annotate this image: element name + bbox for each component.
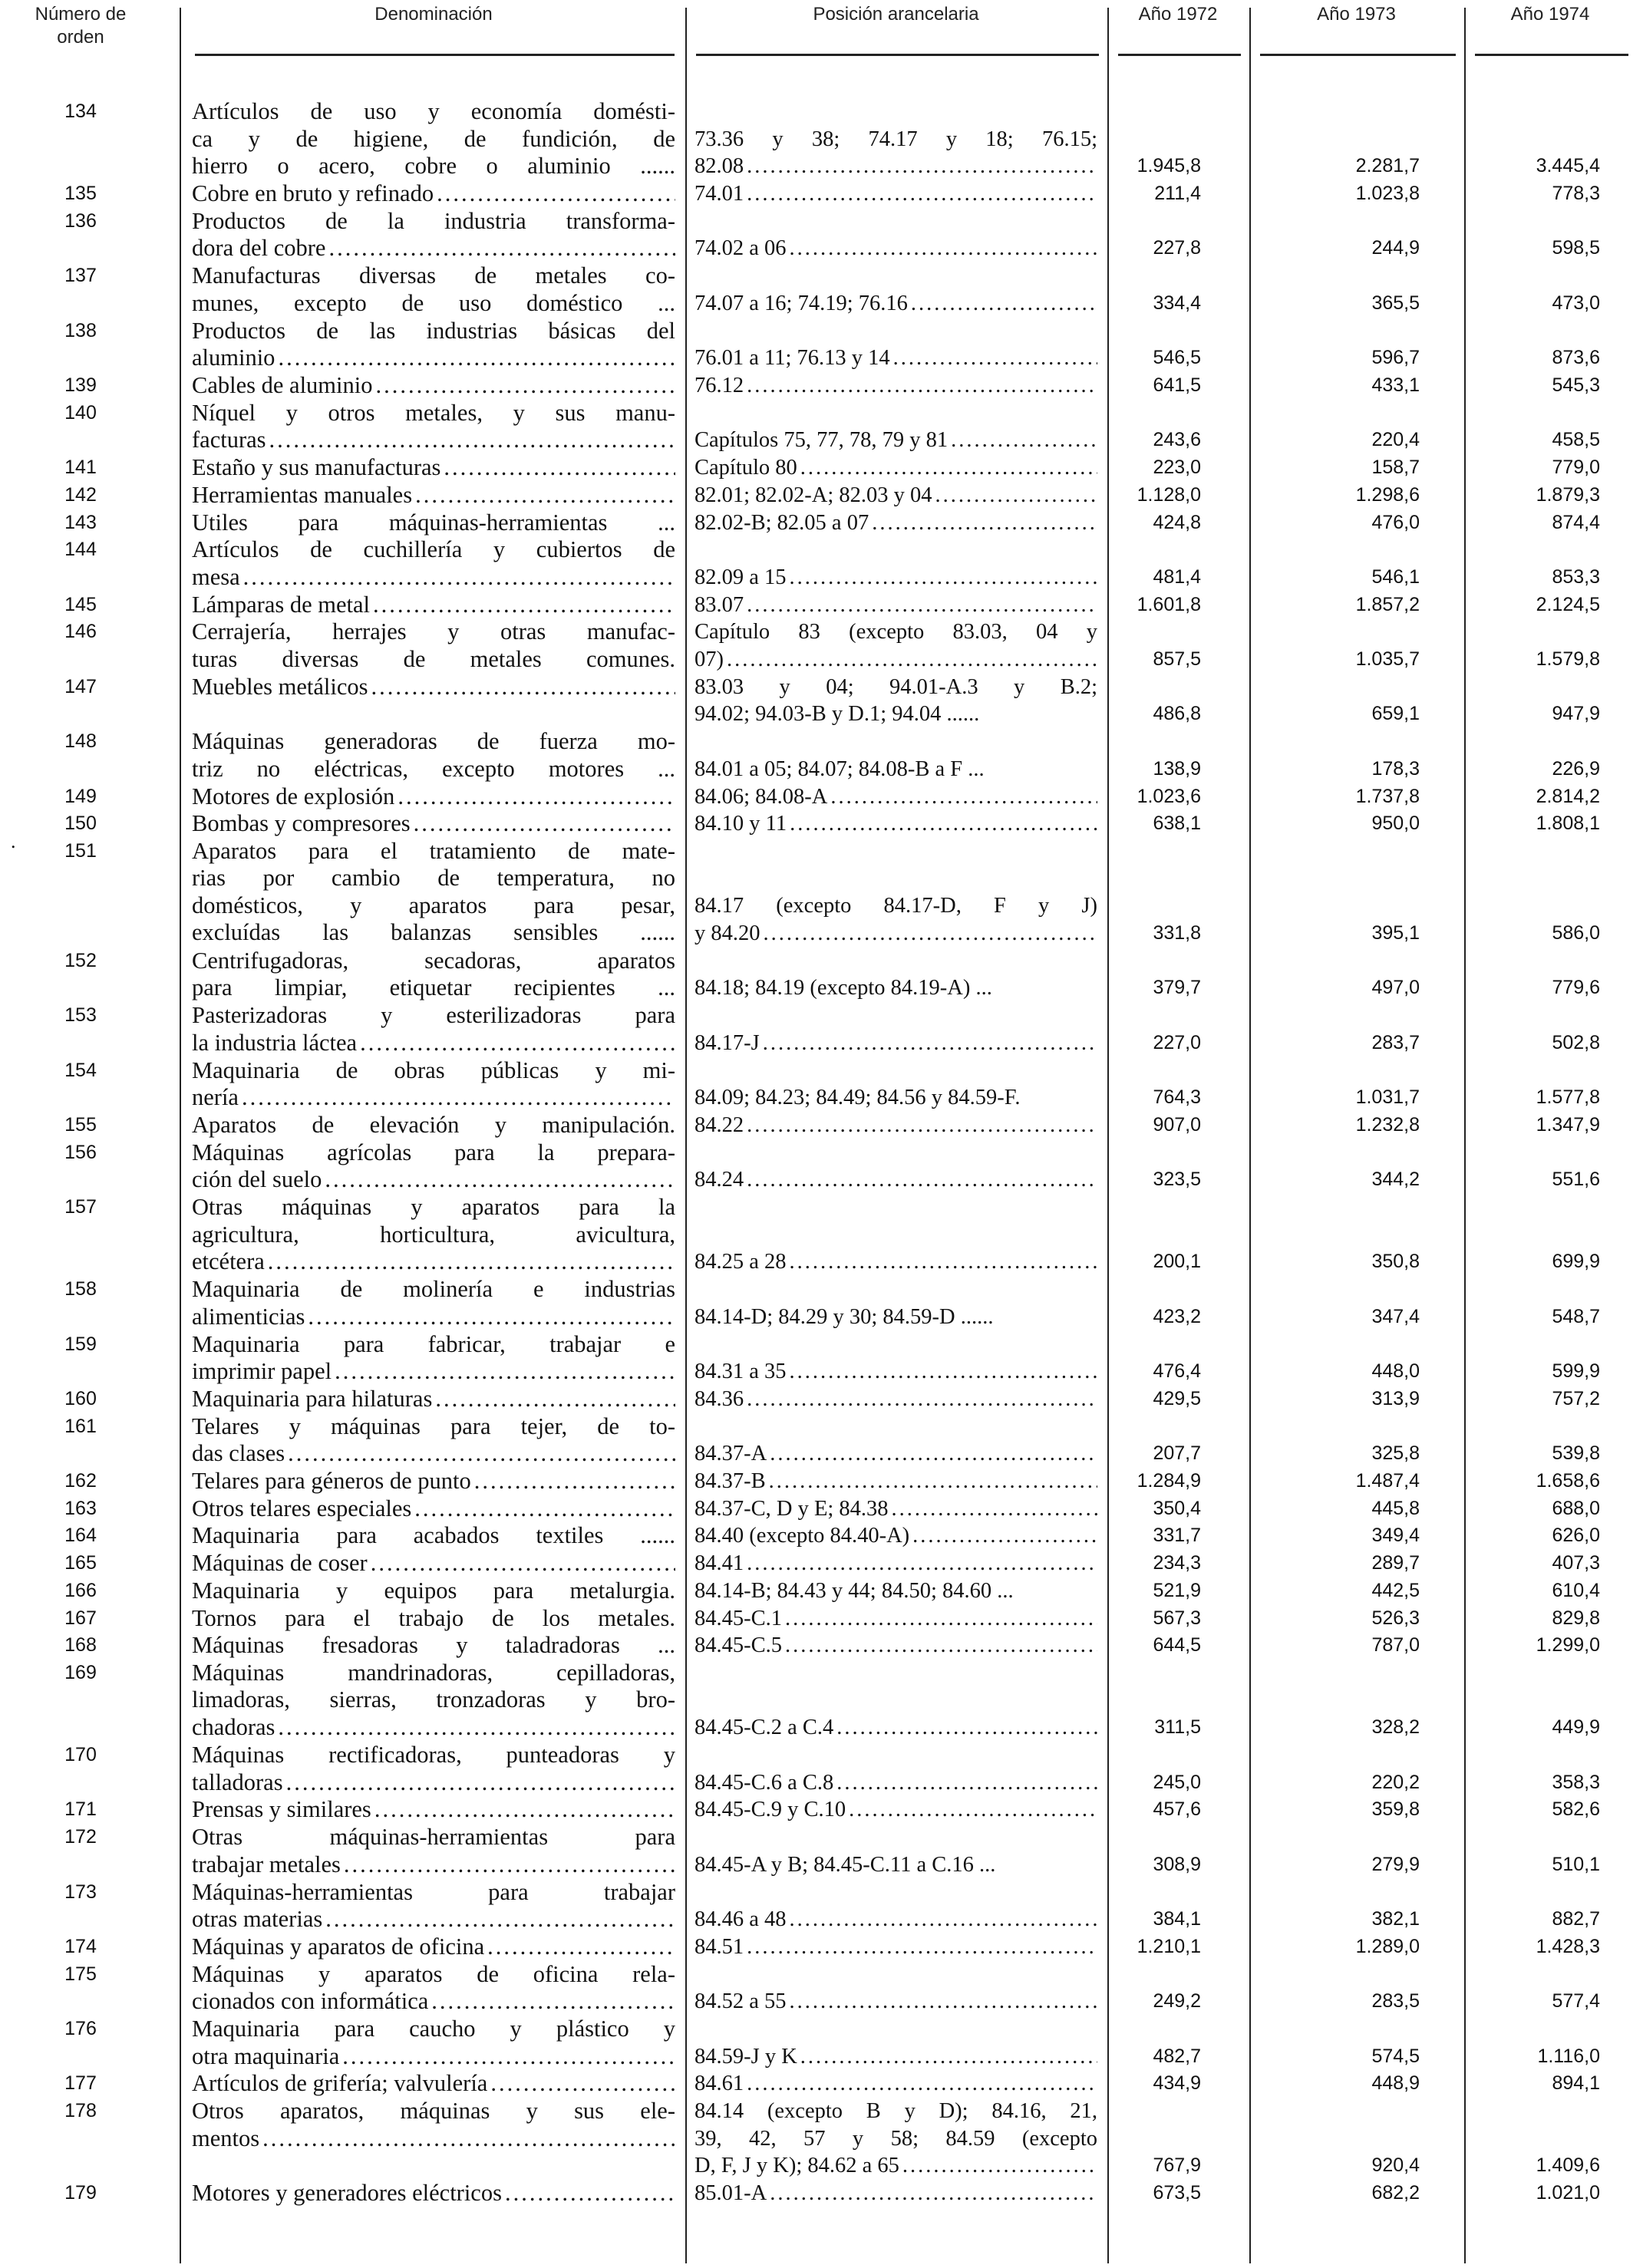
value-1974: 2.124,5: [1536, 593, 1600, 615]
value-1974: 1.428,3: [1536, 1935, 1600, 1957]
value-1972: 1.601,8: [1137, 593, 1201, 615]
posicion-cell: 84.22 .....: [694, 1112, 1097, 1139]
value-1973: 283,7: [1371, 1031, 1420, 1053]
denominacion-cell: Lámparas de metal .....: [192, 592, 675, 619]
posicion-cell: 84.18; 84.19 (excepto 84.19-A) ...: [694, 976, 992, 1000]
value-1973: 328,2: [1371, 1716, 1420, 1739]
order-number: 153: [64, 1004, 97, 1027]
denominacion-cell: Otras máquinas-herramientas para trabajar metales .....: [192, 1824, 675, 1878]
value-1972: 1.128,0: [1137, 483, 1201, 506]
value-1973: 347,4: [1371, 1305, 1420, 1327]
posicion-cell: 84.46 a 48 .....: [694, 1906, 1097, 1933]
value-1973: 1.031,7: [1355, 1086, 1420, 1109]
value-1974: 548,7: [1552, 1305, 1600, 1327]
value-1972: 1.945,8: [1137, 155, 1201, 177]
value-1973: 349,4: [1371, 1525, 1420, 1547]
value-1973: 445,8: [1371, 1497, 1420, 1519]
posicion-cell: 84.45-C.2 a C.4 .....: [694, 1714, 1097, 1742]
value-1973: 920,4: [1371, 2154, 1420, 2177]
value-1974: 1.879,3: [1536, 483, 1600, 506]
value-1973: 442,5: [1371, 1579, 1420, 1601]
posicion-cell: 84.37-B .....: [694, 1468, 1097, 1495]
posicion-cell: 84.45-A y B; 84.45-C.11 a C.16 ...: [694, 1852, 996, 1877]
value-1974: 226,9: [1552, 757, 1600, 780]
posicion-cell: Capítulos 75, 77, 78, 79 y 81 .....: [694, 427, 1097, 454]
value-1974: 1.579,8: [1536, 648, 1600, 670]
value-1973: 596,7: [1371, 347, 1420, 369]
posicion-cell: 84.09; 84.23; 84.49; 84.56 y 84.59-F.: [694, 1086, 1021, 1110]
order-number: 164: [64, 1525, 97, 1547]
value-1972: 481,4: [1153, 565, 1201, 588]
order-number: 137: [64, 265, 97, 287]
value-1972: 546,5: [1153, 347, 1201, 369]
posicion-cell: 84.14-B; 84.43 y 44; 84.50; 84.60 ...: [694, 1578, 1014, 1603]
value-1973: 526,3: [1371, 1607, 1420, 1629]
value-1972: 764,3: [1153, 1086, 1201, 1109]
order-number: 138: [64, 319, 97, 341]
denominacion-cell: Níquel y otros metales, y sus manu- facturas .....: [192, 400, 675, 454]
order-number: 143: [64, 511, 97, 533]
order-number: 158: [64, 1278, 97, 1300]
posicion-cell: 84.45-C.1 .....: [694, 1605, 1097, 1633]
value-1972: 1.284,9: [1137, 1470, 1201, 1492]
denominacion-cell: Maquinaria de obras públicas y mi- nería .....: [192, 1057, 675, 1112]
value-1973: 279,9: [1371, 1853, 1420, 1875]
posicion-cell: 84.36 .....: [694, 1386, 1097, 1413]
denominacion-cell: Productos de la industria transforma- dora del cobre .....: [192, 208, 675, 262]
denominacion-cell: Muebles metálicos .....: [192, 674, 675, 701]
value-1972: 521,9: [1153, 1579, 1201, 1601]
posicion-cell: 83.03 y 04; 94.01-A.3 y B.2; 94.02; 94.03-B y D.1; 94.04 ......: [694, 674, 1097, 727]
value-1974: 894,1: [1552, 2072, 1600, 2095]
value-1973: 950,0: [1371, 813, 1420, 835]
posicion-cell: 82.01; 82.02-A; 82.03 y 04 .....: [694, 482, 1097, 509]
order-number: 156: [64, 1141, 97, 1163]
value-1972: 249,2: [1153, 1990, 1201, 2013]
denominacion-cell: Telares para géneros de punto .....: [192, 1468, 675, 1495]
posicion-cell: 76.01 a 11; 76.13 y 14 .....: [694, 344, 1097, 372]
denominacion-cell: Otros telares especiales .....: [192, 1495, 675, 1523]
value-1972: 482,7: [1153, 2045, 1201, 2067]
value-1973: 178,3: [1371, 757, 1420, 780]
value-1974: 502,8: [1552, 1031, 1600, 1053]
denominacion-cell: Otros aparatos, máquinas y sus ele- mentos .....: [192, 2098, 675, 2152]
value-1974: 1.116,0: [1537, 2045, 1600, 2067]
order-number: 172: [64, 1826, 97, 1848]
denominacion-cell: Máquinas-herramientas para trabajar otras materias .....: [192, 1879, 675, 1933]
value-1973: 382,1: [1371, 1908, 1420, 1930]
order-number: 160: [64, 1387, 97, 1409]
header-numero-orden: Número de orden: [35, 4, 127, 48]
denominacion-cell: Tornos para el trabajo de los metales.: [192, 1604, 675, 1631]
value-1972: 907,0: [1153, 1113, 1201, 1136]
denominacion-cell: Utiles para máquinas-herramientas ...: [192, 509, 675, 536]
value-1972: 638,1: [1153, 813, 1201, 835]
value-1972: 1.023,6: [1137, 785, 1201, 807]
value-1973: 325,8: [1371, 1442, 1420, 1465]
value-1973: 344,2: [1371, 1169, 1420, 1191]
value-1973: 1.298,6: [1355, 483, 1420, 506]
value-1974: 473,0: [1552, 292, 1600, 314]
header-year-1972: Año 1972: [1138, 4, 1218, 25]
order-number: 174: [64, 1935, 97, 1957]
posicion-cell: 84.14 (excepto B y D); 84.16, 21, 39, 42, 57 y 58; 84.59 (excepto D, F, J y K); 84.62 a 65 .....: [694, 2098, 1097, 2180]
denominacion-cell: Bombas y compresores .....: [192, 810, 675, 838]
value-1973: 220,2: [1371, 1771, 1420, 1793]
denominacion-cell: Artículos de uso y economía domésti- ca y de higiene, de fundición, de hierro o acero, cobre o aluminio ......: [192, 98, 675, 179]
value-1972: 223,0: [1153, 457, 1201, 479]
value-1974: 757,2: [1552, 1387, 1600, 1409]
posicion-cell: 84.25 a 28 .....: [694, 1248, 1097, 1276]
posicion-cell: 84.31 a 35 .....: [694, 1358, 1097, 1386]
value-1974: 582,6: [1552, 1798, 1600, 1821]
order-number: 167: [64, 1607, 97, 1629]
order-number: 175: [64, 1963, 97, 1985]
posicion-cell: 82.02-B; 82.05 a 07 .....: [694, 509, 1097, 537]
denominacion-cell: Aparatos de elevación y manipulación.: [192, 1111, 675, 1138]
header-year-1973: Año 1973: [1317, 4, 1396, 25]
order-number: 145: [64, 593, 97, 615]
denominacion-cell: Máquinas y aparatos de oficina .....: [192, 1933, 675, 1961]
value-1974: 1.808,1: [1536, 813, 1600, 835]
value-1974: 551,6: [1552, 1169, 1600, 1191]
posicion-cell: 73.36 y 38; 74.17 y 18; 76.15; 82.08 .....: [694, 126, 1097, 180]
value-1974: 873,6: [1552, 347, 1600, 369]
posicion-cell: 84.45-C.5 .....: [694, 1632, 1097, 1660]
value-1972: 673,5: [1153, 2182, 1201, 2204]
denominacion-cell: Pasterizadoras y esterilizadoras para la industria láctea .....: [192, 1002, 675, 1057]
value-1974: 882,7: [1552, 1908, 1600, 1930]
header-rule: [1118, 54, 1241, 56]
denominacion-cell: Maquinaria de molinería e industrias alimenticias .....: [192, 1276, 675, 1330]
value-1974: 610,4: [1552, 1579, 1600, 1601]
denominacion-cell: Máquinas agrícolas para la prepara- ción del suelo .....: [192, 1139, 675, 1194]
order-number: 170: [64, 1744, 97, 1765]
posicion-cell: 84.17 (excepto 84.17-D, F y J) y 84.20 .....: [694, 892, 1097, 947]
value-1974: 874,4: [1552, 511, 1600, 533]
value-1972: 308,9: [1153, 1853, 1201, 1875]
value-1973: 682,2: [1371, 2182, 1420, 2204]
order-number: 146: [64, 621, 97, 643]
value-1972: 424,8: [1153, 511, 1201, 533]
value-1973: 448,0: [1371, 1360, 1420, 1383]
value-1973: 220,4: [1371, 429, 1420, 451]
value-1972: 331,7: [1153, 1525, 1201, 1547]
denominacion-cell: Maquinaria para caucho y plástico y otra maquinaria .....: [192, 2016, 675, 2070]
posicion-cell: Capítulo 83 (excepto 83.03, 04 y 07) .....: [694, 618, 1097, 673]
value-1974: 626,0: [1552, 1525, 1600, 1547]
value-1972: 138,9: [1153, 757, 1201, 780]
order-number: 169: [64, 1661, 97, 1683]
value-1972: 211,4: [1154, 183, 1201, 205]
value-1973: 1.232,8: [1355, 1113, 1420, 1136]
value-1972: 200,1: [1153, 1251, 1201, 1273]
value-1972: 567,3: [1153, 1607, 1201, 1629]
value-1973: 289,7: [1371, 1552, 1420, 1574]
denominacion-cell: Cerrajería, herrajes y otras manufac- turas diversas de metales comunes.: [192, 618, 675, 672]
denominacion-cell: Centrifugadoras, secadoras, aparatos para limpiar, etiquetar recipientes ...: [192, 947, 675, 1001]
value-1972: 207,7: [1153, 1442, 1201, 1465]
value-1974: 699,9: [1552, 1251, 1600, 1273]
order-number: 155: [64, 1113, 97, 1136]
value-1973: 1.289,0: [1355, 1935, 1420, 1957]
order-number: 151: [64, 839, 97, 862]
posicion-cell: 84.17-J .....: [694, 1030, 1097, 1057]
posicion-cell: 83.07 .....: [694, 592, 1097, 619]
denominacion-cell: Maquinaria para acabados textiles ......: [192, 1522, 675, 1549]
value-1972: 457,6: [1153, 1798, 1201, 1821]
denominacion-cell: Cobre en bruto y refinado .....: [192, 180, 675, 208]
value-1973: 359,8: [1371, 1798, 1420, 1821]
value-1974: 688,0: [1552, 1497, 1600, 1519]
value-1972: 423,2: [1153, 1305, 1201, 1327]
header-rule: [195, 54, 675, 56]
value-1973: 158,7: [1371, 457, 1420, 479]
column-rule: [685, 8, 687, 2263]
denominacion-cell: Otras máquinas y aparatos para la agricultura, horticultura, avicultura, etcétera .....: [192, 1194, 675, 1276]
value-1973: 313,9: [1371, 1387, 1420, 1409]
value-1974: 577,4: [1552, 1990, 1600, 2013]
value-1974: 1.658,6: [1536, 1470, 1600, 1492]
value-1974: 407,3: [1552, 1552, 1600, 1574]
denominacion-cell: Cables de aluminio .....: [192, 372, 675, 400]
posicion-cell: 84.41 .....: [694, 1550, 1097, 1577]
value-1972: 311,5: [1154, 1716, 1201, 1739]
posicion-cell: 85.01-A .....: [694, 2180, 1097, 2207]
order-number: 148: [64, 730, 97, 753]
posicion-cell: 84.37-A .....: [694, 1440, 1097, 1468]
value-1973: 433,1: [1371, 374, 1420, 396]
denominacion-cell: Productos de las industrias básicas del aluminio .....: [192, 318, 675, 372]
value-1972: 350,4: [1153, 1497, 1201, 1519]
order-number: 179: [64, 2182, 97, 2204]
value-1972: 429,5: [1153, 1387, 1201, 1409]
value-1972: 227,0: [1153, 1031, 1201, 1053]
value-1973: 476,0: [1371, 511, 1420, 533]
order-number: 135: [64, 183, 97, 205]
posicion-cell: 84.51 .....: [694, 1933, 1097, 1961]
order-number: 177: [64, 2072, 97, 2095]
header-rule: [696, 54, 1099, 56]
denominacion-cell: Herramientas manuales .....: [192, 482, 675, 509]
posicion-cell: 74.07 a 16; 74.19; 76.16 .....: [694, 290, 1097, 318]
value-1974: 510,1: [1552, 1853, 1600, 1875]
posicion-cell: 82.09 a 15 .....: [694, 564, 1097, 592]
order-number: 161: [64, 1415, 97, 1437]
denominacion-cell: Aparatos para el tratamiento de mate- rias por cambio de temperatura, no domésticos, y aparatos para pesar, excluídas las balanzas sensibles ......: [192, 837, 675, 946]
order-number: 166: [64, 1579, 97, 1601]
value-1972: 641,5: [1153, 374, 1201, 396]
value-1972: 644,5: [1153, 1634, 1201, 1656]
posicion-cell: 84.45-C.6 a C.8 .....: [694, 1769, 1097, 1797]
order-number: 152: [64, 949, 97, 971]
value-1972: 486,8: [1153, 703, 1201, 725]
value-1972: 323,5: [1153, 1169, 1201, 1191]
value-1973: 1.487,4: [1355, 1470, 1420, 1492]
value-1972: 476,4: [1153, 1360, 1201, 1383]
denominacion-cell: Máquinas de coser .....: [192, 1550, 675, 1577]
value-1972: 857,5: [1153, 648, 1201, 670]
order-number: 144: [64, 539, 97, 561]
posicion-cell: 84.61 .....: [694, 2070, 1097, 2098]
order-number: 176: [64, 2018, 97, 2039]
value-1972: 1.210,1: [1137, 1935, 1201, 1957]
denominacion-cell: Telares y máquinas para tejer, de to- das clases .....: [192, 1413, 675, 1468]
denominacion-cell: Máquinas y aparatos de oficina rela- cionados con informática .....: [192, 1961, 675, 2016]
value-1973: 1.035,7: [1355, 648, 1420, 670]
value-1973: 1.857,2: [1355, 593, 1420, 615]
posicion-cell: 74.01 .....: [694, 180, 1097, 208]
order-number: 173: [64, 1881, 97, 1903]
denominacion-cell: Artículos de cuchillería y cubiertos de mesa .....: [192, 536, 675, 591]
posicion-cell: 74.02 a 06 .....: [694, 235, 1097, 262]
value-1972: 379,7: [1153, 977, 1201, 999]
value-1973: 283,5: [1371, 1990, 1420, 2013]
value-1974: 458,5: [1552, 429, 1600, 451]
denominacion-cell: Motores de explosión .....: [192, 783, 675, 811]
value-1972: 434,9: [1153, 2072, 1201, 2095]
posicion-cell: 84.06; 84.08-A .....: [694, 783, 1097, 811]
value-1974: 598,5: [1552, 237, 1600, 259]
denominacion-cell: Máquinas mandrinadoras, cepilladoras, limadoras, sierras, tronzadoras y bro- chadoras .....: [192, 1660, 675, 1742]
order-number: 165: [64, 1552, 97, 1574]
posicion-cell: 84.01 a 05; 84.07; 84.08-B a F ...: [694, 757, 985, 781]
order-number: 142: [64, 483, 97, 506]
value-1973: 350,8: [1371, 1251, 1420, 1273]
value-1972: 227,8: [1153, 237, 1201, 259]
order-number: 150: [64, 813, 97, 835]
value-1974: 2.814,2: [1536, 785, 1600, 807]
value-1974: 449,9: [1552, 1716, 1600, 1739]
posicion-cell: 84.59-J y K .....: [694, 2043, 1097, 2071]
value-1973: 497,0: [1371, 977, 1420, 999]
order-number: 136: [64, 209, 97, 232]
denominacion-cell: Prensas y similares .....: [192, 1796, 675, 1824]
value-1974: 779,6: [1552, 977, 1600, 999]
document-page: Número de orden Denominación Posición arancelaria Año 1972 Año 1973 Año 1974 . 134 Artículos de uso y economía domésti- ca y de higiene, de fundición, de hierro o acero, cobre o aluminio ...... 73.36 y 38; 74.17 y 18; 76.15; 82.08 ..... 1.945,8 2.281,7 3.445,4 135 Cobre en bruto y refinado ..... 74.01 ..... 211,4 1.023,8 778,3 136 Productos de la industria transforma- dora del cobre ..... 74.02 a 06 ..... 227,8 244,9 598,5 137 Manufacturas diversas de metales co- munes, excepto de uso doméstico ... 74.07 a 16; 74.19; 76.16 ..... 334,4 365,5 473,0 138 Productos de las industrias básicas del aluminio ..... 76.01 a 11; 76.13 y 14 ..... 546,5 596,7 873,6 139 Cables de aluminio ..... 76.12 ..... 641,5 433,1 545,3 140 Níquel y otros metales, y sus manu- facturas ..... Capítulos 75, 77, 78, 79 y 81 ..... 243,6 220,4 458,5 141 Estaño y sus manufacturas ..... Capítulo 80 ..... 223,0 158,7 779,0 142 Herramientas manuales ..... 82.01; 82.02-A; 82.03 y 04 ..... 1.128,0 1.298,6 1.879,3 143 Utiles para máquinas-herramientas ... 82.02-B; 82.05 a 07 ..... 424,8 476,0 874,4 144 Artículos de cuchillería y cubiertos de mesa ..... 82.09 a 15 ..... 481,4 546,1 853,3 145 Lámparas de metal ..... 83.07 ..... 1.601,8 1.857,2 2.124,5 146 Cerrajería, herrajes y otras manufac- turas diversas de metales comunes. Capítulo 83 (excepto 83.03, 04 y 07) ..... 857,5 1.035,7 1.579,8 147 Muebles metálicos ..... 83.03 y 04; 94.01-A.3 y B.2; 94.02; 94.03-B y D.1; 94.04 ...... 486,8 659,1 947,9 148 Máquinas generadoras de fuerza mo- triz no eléctricas, excepto motores ... 84.01 a 05; 84.07; 84.08-B a F ... 138,9 178,3 226,9 149 Motores de explosión ..... 84.06; 84.08-A ..... 1.023,6 1.737,8 2.814,2 150 Bombas y compresores ..... 84.10 y 11 ..... 638,1 950,0 1.808,1 151 Aparatos para el tratamiento de mate- rias por cambio de temperatura, no domésticos, y aparatos para pesar, excluídas las balanzas sensibles ...... 84.17 (excepto 84.17-D, F y J) y 84.20 ..... 331,8 395,1 586,0 152 Centrifugadoras, secadoras, aparatos para limpiar, etiquetar recipientes ... 84.18; 84.19 (excepto 84.19-A) ... 379,7 497,0 779,6 153 Pasterizadoras y esterilizadoras para la industria láctea ..... 84.17-J ..... 227,0 283,7 502,8 154 Maquinaria de obras públicas y mi- nería ..... 84.09; 84.23; 84.49; 84.56 y 84.59-F. 764,3 1.031,7 1.577,8 155 Aparatos de elevación y manipulación. 84.22 ..... 907,0 1.232,8 1.347,9 156 Máquinas agrícolas para la prepara- ción del suelo ..... 84.24 ..... 323,5 344,2 551,6 157 Otras máquinas y aparatos para la agricultura, horticultura, avicultura, etcétera ..... 84.25 a 28 ..... 200,1 350,8 699,9 158 Maquinaria de molinería e industrias alimenticias ..... 84.14-D; 84.29 y 30; 84.59-D ...... 423,2 347,4 548,7 159 Maquinaria para fabricar, trabajar e imprimir papel ..... 84.31 a 35 ..... 476,4 448,0 599,9 160 Maquinaria para hilaturas ..... 84.36 ..... 429,5 313,9 757,2 161 Telares y máquinas para tejer, de to- das clases ..... 84.37-A ..... 207,7 325,8 539,8 162 Telares para géneros de punto ..... 84.37-B ..... 1.284,9 1.487,4 1.658,6 163 Otros telares especiales ..... 84.37-C, D y E; 84.38 ..... 350,4 445,8 688,0 164 Maquinaria para acabados textiles ...... 84.40 (excepto 84.40-A) ..... 331,7 349,4 626,0 165 Máquinas de coser ..... 84.41 ..... 234,3 289,7 407,3 166 Maquinaria y equipos para metalurgia. 84.14-B; 84.43 y 44; 84.50; 84.60 ... 521,9 442,5 610,4 167 Tornos para el trabajo de los metales. 84.45-C.1 ..... 567,3 526,3 829,8 168 Máquinas fresadoras y taladradoras ... 84.45-C.5 ..... 644,5 787,0 1.299,0 169 Máquinas mandrinadoras, cepilladoras, limadoras, sierras, tronzadoras y bro- chadoras ..... 84.45-C.2 a C.4 ..... 311,5 328,2 449,9 170 Máquinas rectificadoras, punteadoras y talladoras ..... 84.45-C.6 a C.8 ..... 245,0 220,2 358,3 171 Prensas y similares ..... 84.45-C.9 y C.10 ..... 457,6 359,8 582,6 172 Otras máquinas-herramientas para trabajar metales ..... 84.45-A y B; 84.45-C.11 a C.16 ... 308,9 279,9 510,1 173 Máquinas-herramientas para trabajar otras materias ..... 84.46 a 48 ..... 384,1 382,1 882,7 174 Máquinas y aparatos de oficina ..... 84.51 ..... 1.210,1 1.289,0 1.428,3 175 Máquinas y aparatos de oficina rela- cionados con informática ..... 84.52 a 55 ..... 249,2 283,5 577,4 176 Maquinaria para caucho y plástico y otra maquinaria ..... 84.59-J y K ..... 482,7 574,5 1.116,0 177 Artículos de grifería; valvulería ..... 84.61 ..... 434,9 448,9 894,1 178 Otros aparatos, máquinas y sus ele- mentos ..... 84.14 (excepto B y D); 84.16, 21, 39, 42, 57 y 58; 84.59 (excepto D, F, J y K); 84.62 a 65 ..... 767,9 920,4 1.409,6 179 Motores y generadores eléctricos ..... 85.01-A ..... 673,5 682,2 1.021,0: [0, 0, 1643, 2268]
order-number: 141: [64, 457, 97, 479]
value-1974: 853,3: [1552, 565, 1600, 588]
value-1974: 539,8: [1552, 1442, 1600, 1465]
posicion-cell: 84.45-C.9 y C.10 .....: [694, 1796, 1097, 1824]
value-1972: 331,8: [1153, 921, 1201, 944]
posicion-cell: 84.52 a 55 .....: [694, 1988, 1097, 2016]
value-1972: 234,3: [1153, 1552, 1201, 1574]
order-number: 168: [64, 1634, 97, 1656]
value-1973: 546,1: [1371, 565, 1420, 588]
posicion-cell: 84.14-D; 84.29 y 30; 84.59-D ......: [694, 1304, 994, 1329]
order-number: 147: [64, 675, 97, 697]
value-1974: 778,3: [1552, 183, 1600, 205]
value-1974: 1.021,0: [1536, 2182, 1600, 2204]
value-1974: 545,3: [1552, 374, 1600, 396]
value-1974: 586,0: [1552, 921, 1600, 944]
value-1974: 1.347,9: [1536, 1113, 1600, 1136]
value-1973: 1.737,8: [1355, 785, 1420, 807]
order-number: 159: [64, 1333, 97, 1355]
value-1974: 779,0: [1552, 457, 1600, 479]
denominacion-cell: Máquinas generadoras de fuerza mo- triz no eléctricas, excepto motores ...: [192, 728, 675, 782]
value-1972: 243,6: [1153, 429, 1201, 451]
denominacion-cell: Estaño y sus manufacturas .....: [192, 454, 675, 482]
value-1973: 574,5: [1371, 2045, 1420, 2067]
value-1974: 947,9: [1552, 703, 1600, 725]
column-rule: [180, 8, 181, 2263]
denominacion-cell: Artículos de grifería; valvulería .....: [192, 2070, 675, 2098]
posicion-cell: 84.40 (excepto 84.40-A) .....: [694, 1522, 1097, 1550]
denominacion-cell: Maquinaria para hilaturas .....: [192, 1386, 675, 1413]
value-1972: 245,0: [1153, 1771, 1201, 1793]
order-number: 134: [64, 101, 97, 122]
order-number: 140: [64, 401, 97, 424]
denominacion-cell: Maquinaria y equipos para metalurgia.: [192, 1577, 675, 1604]
order-number: 139: [64, 374, 97, 396]
posicion-cell: Capítulo 80 .....: [694, 454, 1097, 482]
denominacion-cell: Manufacturas diversas de metales co- munes, excepto de uso doméstico ...: [192, 262, 675, 316]
value-1974: 3.445,4: [1536, 155, 1600, 177]
value-1972: 334,4: [1153, 292, 1201, 314]
posicion-cell: 76.12 .....: [694, 372, 1097, 400]
header-denominacion: Denominación: [374, 4, 493, 25]
value-1973: 244,9: [1371, 237, 1420, 259]
order-number: 149: [64, 785, 97, 807]
value-1974: 1.409,6: [1536, 2154, 1600, 2177]
value-1974: 829,8: [1552, 1607, 1600, 1629]
value-1974: 1.577,8: [1536, 1086, 1600, 1109]
value-1972: 767,9: [1153, 2154, 1201, 2177]
value-1974: 358,3: [1552, 1771, 1600, 1793]
header-rule: [1475, 54, 1628, 56]
value-1973: 448,9: [1371, 2072, 1420, 2095]
order-number: 157: [64, 1196, 97, 1218]
header-posicion-arancelaria: Posición arancelaria: [813, 4, 979, 25]
denominacion-cell: Máquinas fresadoras y taladradoras ...: [192, 1632, 675, 1659]
header-year-1974: Año 1974: [1510, 4, 1590, 25]
value-1973: 395,1: [1371, 921, 1420, 944]
value-1973: 365,5: [1371, 292, 1420, 314]
order-number: 162: [64, 1470, 97, 1492]
denominacion-cell: Motores y generadores eléctricos .....: [192, 2180, 675, 2207]
posicion-cell: 84.24 .....: [694, 1166, 1097, 1194]
value-1973: 659,1: [1371, 703, 1420, 725]
order-number: 154: [64, 1059, 97, 1081]
order-number: 163: [64, 1497, 97, 1519]
value-1974: 1.299,0: [1536, 1634, 1600, 1656]
posicion-cell: 84.37-C, D y E; 84.38 .....: [694, 1495, 1097, 1523]
value-1972: 384,1: [1153, 1908, 1201, 1930]
value-1973: 787,0: [1371, 1634, 1420, 1656]
value-1974: 599,9: [1552, 1360, 1600, 1383]
header-rule: [1260, 54, 1456, 56]
posicion-cell: 84.10 y 11 .....: [694, 810, 1097, 838]
value-1973: 2.281,7: [1355, 155, 1420, 177]
value-1973: 1.023,8: [1355, 183, 1420, 205]
order-number: 171: [64, 1798, 97, 1821]
order-number: 178: [64, 2100, 97, 2122]
denominacion-cell: Máquinas rectificadoras, punteadoras y talladoras .....: [192, 1742, 675, 1796]
denominacion-cell: Maquinaria para fabricar, trabajar e imprimir papel .....: [192, 1331, 675, 1386]
